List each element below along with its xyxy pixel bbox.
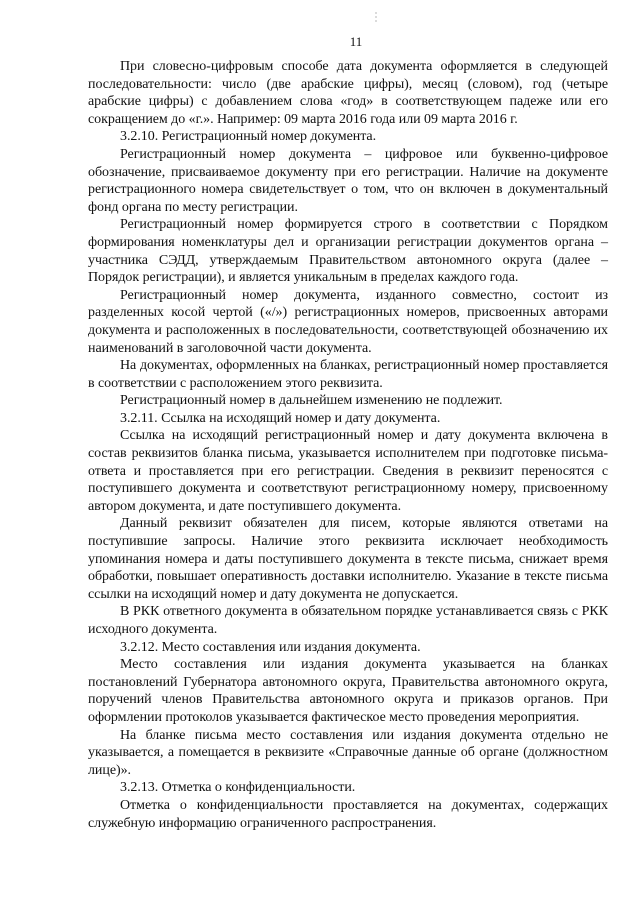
section-heading-3-2-10: 3.2.10. Регистрационный номер документа. <box>120 129 377 145</box>
section-heading-3-2-12: 3.2.12. Место составления или издания документа. <box>120 639 421 655</box>
document-body <box>88 58 608 832</box>
paragraph: Регистрационный номер формируется строго в соответствии с Порядком формирования номенклатуры дел и организации регистрации документов органа – участника СЭДД, утверждаемым Правительством автономного округа (далее – Порядок регистрации), и является уникальным в пределах каждого года. <box>88 217 608 286</box>
paragraph: Данный реквизит обязателен для писем, которые являются ответами на поступившие запросы. Наличие этого реквизита исключает необходимость упоминания номера и даты поступившего документа в тексте письма, снижает время обработки, повышает оперативность доставки исполнителю. Указание в тексте письма ссылки на исходящий номер и дату документа не допускается. <box>88 516 608 602</box>
paragraph: В РКК ответного документа в обязательном порядке устанавливается связь с РКК исходного документа. <box>88 604 608 637</box>
paragraph: На документах, оформленных на бланках, регистрационный номер проставляется в соответствии с расположением этого реквизита. <box>88 358 608 391</box>
paragraph: Отметка о конфиденциальности проставляется на документах, содержащих служебную информацию ограниченного распространения. <box>88 797 608 831</box>
section-heading-3-2-13: 3.2.13. Отметка о конфиденциальности. <box>120 780 356 796</box>
paragraph: Место составления или издания документа указывается на бланках постановлений Губернатора автономного округа, Правительства автономного округа, поручений членов Правительства автономного округа и приказов органов. При оформлении протоколов указывается фактическое место проведения мероприятия. <box>88 657 608 725</box>
paragraph: Регистрационный номер в дальнейшем изменению не подлежит. <box>120 393 503 409</box>
paragraph-date-format: При словесно-цифровым способе дата документа оформляется в следующей последовательности: число (две арабские цифры), месяц (словом), год (четыре арабские цифры) с добавлением слова «год» в соответствующем падеже или его сокращением до «г.». Например: 09 марта 2016 года или 09 марта 2016 г. <box>88 59 608 127</box>
page-number: 11 <box>349 34 363 49</box>
scan-artifact <box>375 10 378 24</box>
section-heading-3-2-11: 3.2.11. Ссылка на исходящий номер и дату документа. <box>120 410 441 426</box>
paragraph: Ссылка на исходящий регистрационный номер и дату документа включена в состав реквизитов бланка письма, указывается исполнителем при подготовке письма-ответа и проставляется при его регистрации. Сведения в реквизит переносятся с поступившего документа и соответствуют регистрационному номеру, присвоенному автором документа, и дате поступившего документа. <box>88 428 608 514</box>
paragraph: Регистрационный номер документа, изданного совместно, состоит из разделенных косой чертой («/») регистрационных номеров, присвоенных авторами документа и расположенных в последовательности, соответствующей обозначению их наименований в заголовочной части документа. <box>88 287 608 356</box>
paragraph: Регистрационный номер документа – цифровое или буквенно-цифровое обозначение, присваиваемое документу при его регистрации. Наличие на документе регистрационного номера свидетельствует о том, что он включен в документальный фонд органа по месту регистрации. <box>88 146 608 215</box>
paragraph: На бланке письма место составления или издания документа отдельно не указывается, а помещается в реквизите «Справочные данные об органе (должностном лице)». <box>88 727 608 778</box>
